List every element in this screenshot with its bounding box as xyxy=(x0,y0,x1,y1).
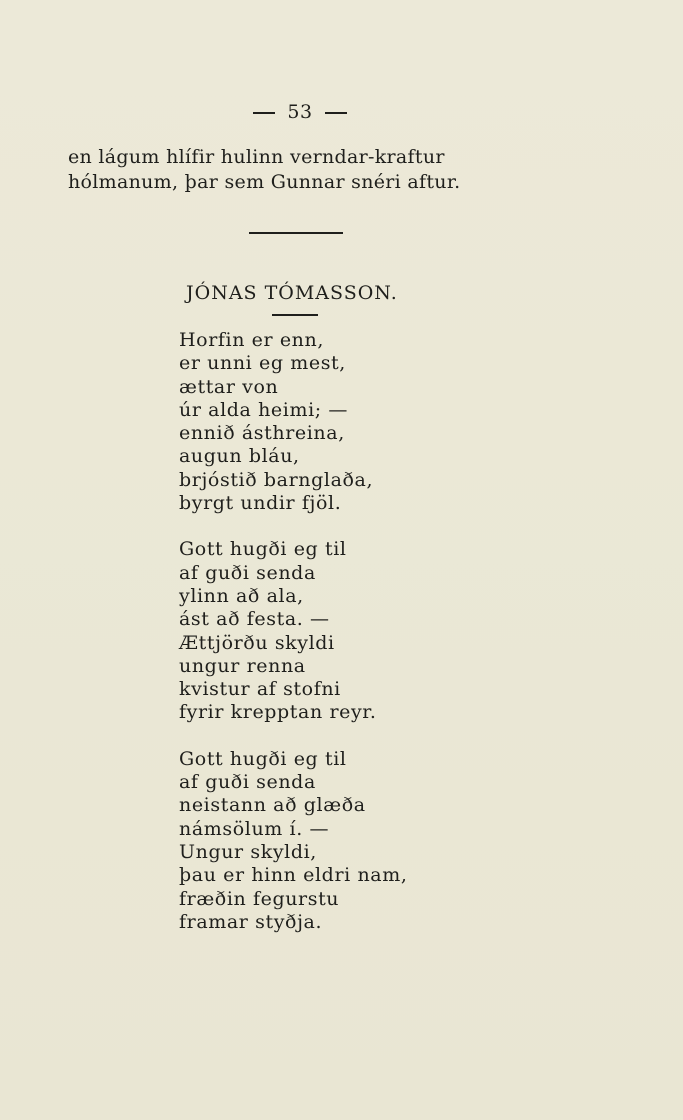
poem-line: Ættjörðu skyldi xyxy=(179,631,335,654)
title-underline-rule xyxy=(272,314,318,316)
verse-line: hólmanum, þar sem Gunnar snéri aftur. xyxy=(68,171,461,193)
poem-line: þau er hinn eldri nam, xyxy=(179,864,408,887)
page-number-value: 53 xyxy=(287,101,313,123)
poem-line: kvistur af stofni xyxy=(179,678,341,701)
page-number-dash-left xyxy=(253,112,275,114)
poem-line: er unni eg mest, xyxy=(179,352,346,375)
poem-line: ungur renna xyxy=(179,654,306,677)
poem-line: fræðin fegurstu xyxy=(179,887,340,910)
poem-line: byrgt undir fjöl. xyxy=(179,492,342,515)
poem-line: ást að festa. — xyxy=(179,608,330,631)
poem-line: neistann að glæða xyxy=(179,794,366,817)
page-number-dash-right xyxy=(325,112,347,114)
poem-line: augun bláu, xyxy=(179,445,300,468)
poem-line: ylinn að ala, xyxy=(179,584,304,607)
poem-line: brjóstið barnglaða, xyxy=(179,468,374,491)
poem-line: Horfin er enn, xyxy=(179,329,324,351)
poem-line: framar styðja. xyxy=(179,910,323,933)
stanza-3 xyxy=(179,748,407,934)
section-separator-rule xyxy=(249,232,343,234)
poem-line: Gott hugði eg til xyxy=(179,538,347,561)
poem-line: ættar von xyxy=(179,375,279,398)
poem-line: úr alda heimi; — xyxy=(179,398,348,421)
stanza-2 xyxy=(179,538,407,724)
poem-line: af guði senda xyxy=(179,561,316,584)
poem-line: námsölum í. — xyxy=(179,817,330,840)
verse-line: en lágum hlífir hulinn verndar-kraftur xyxy=(68,146,445,168)
poem-title: JÓNAS TÓMASSON. xyxy=(186,282,398,304)
poem-line: Ungur skyldi, xyxy=(179,840,317,863)
poem-line: af guði senda xyxy=(179,771,316,794)
stanza-1 xyxy=(179,329,407,515)
poem-body xyxy=(179,329,407,957)
poem-line: Gott hugði eg til xyxy=(179,747,347,770)
carry-over-verse xyxy=(68,145,460,195)
poem-line: fyrir krepptan reyr. xyxy=(179,701,377,724)
poem-line: ennið ásthreina, xyxy=(179,422,345,445)
page-number xyxy=(0,101,600,123)
